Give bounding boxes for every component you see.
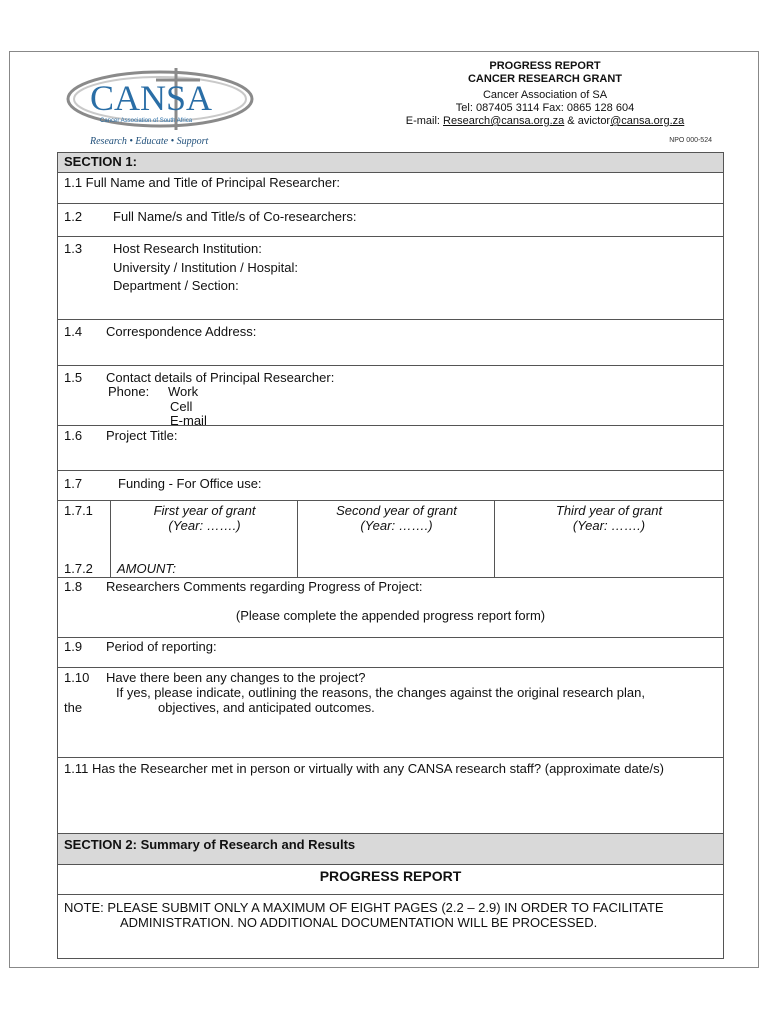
email-link-research[interactable]: Research@cansa.org.za (443, 115, 565, 127)
grant-year-table (110, 501, 723, 577)
label-phone: Phone: (108, 384, 150, 399)
progress-report-row (58, 865, 723, 895)
email-prefix: E-mail: (405, 115, 444, 127)
section-1-header (58, 152, 723, 173)
row-1-4[interactable] (58, 320, 723, 366)
header-tel: Tel: 087405 3114 Fax: 0865 128 604 (455, 102, 635, 114)
num-1-7-2: 1.7.2 (64, 561, 93, 576)
label-1-2: Full Name/s and Title/s of Co-researchers: (113, 209, 357, 224)
note-row (58, 895, 723, 959)
label-1-1: 1.1 Full Name and Title of Principal Researcher: (64, 175, 341, 190)
num-1-3: 1.3 (64, 241, 83, 256)
note-1-8: (Please complete the appended progress report form) (235, 608, 546, 623)
npo-number: NPO 000-524 (669, 137, 712, 144)
row-1-3[interactable] (58, 237, 723, 320)
report-form (57, 152, 724, 959)
grant-col-1[interactable] (110, 501, 298, 577)
num-1-7: 1.7 (64, 476, 83, 491)
logo-subtext: Cancer Association of South Africa (100, 118, 193, 124)
note-text-2: ADMINISTRATION. NO ADDITIONAL DOCUMENTATION WILL BE PROCESSED. (120, 915, 598, 930)
row-1-1[interactable] (58, 173, 723, 204)
label-1-10: Have there been any changes to the project? (106, 670, 366, 685)
num-1-8: 1.8 (64, 579, 83, 594)
label-1-10-c2: objectives, and anticipated outcomes. (158, 700, 375, 715)
label-cell: Cell (170, 399, 193, 414)
label-1-10-c1: the (64, 700, 83, 715)
progress-report-title: PROGRESS REPORT (319, 868, 462, 884)
grant-col-3-year: (Year: …….) (572, 518, 646, 533)
row-1-7 (58, 471, 723, 501)
header-email (380, 115, 710, 128)
row-1-8[interactable] (58, 578, 723, 638)
row-1-5[interactable] (58, 366, 723, 426)
amount-label: AMOUNT: (117, 561, 176, 576)
grant-col-1-label: First year of grant (153, 503, 256, 518)
email-link-avictor[interactable]: @cansa.org.za (610, 115, 685, 127)
label-1-8: Researchers Comments regarding Progress of Project: (106, 579, 423, 594)
num-1-2: 1.2 (64, 209, 83, 224)
header-org: Cancer Association of SA (482, 89, 608, 101)
num-1-10: 1.10 (64, 670, 90, 685)
num-1-5: 1.5 (64, 370, 83, 385)
row-1-10[interactable] (58, 668, 723, 758)
report-header (380, 60, 710, 128)
row-1-2[interactable] (58, 204, 723, 237)
label-1-10-b: If yes, please indicate, outlining the reasons, the changes against the original research plan, (116, 685, 646, 700)
num-1-7-1: 1.7.1 (64, 503, 93, 518)
note-text: NOTE: PLEASE SUBMIT ONLY A MAXIMUM OF EIGHT PAGES (2.2 – 2.9) IN ORDER TO FACILITATE (64, 900, 664, 915)
header-title-2: CANCER RESEARCH GRANT (467, 73, 622, 85)
label-1-5: Contact details of Principal Researcher: (106, 370, 335, 385)
grant-col-1-year: (Year: …….) (168, 518, 241, 533)
logo-tagline: Research • Educate • Support (90, 136, 209, 147)
label-work: Work (168, 384, 199, 399)
email-separator: & avictor (564, 115, 611, 127)
label-email: E-mail (170, 413, 207, 428)
label-1-3-b: University / Institution / Hospital: (113, 260, 298, 275)
grant-col-3[interactable] (494, 501, 723, 577)
grant-col-3-label: Third year of grant (555, 503, 663, 518)
grant-col-2-year: (Year: …….) (360, 518, 433, 533)
label-1-6: Project Title: (106, 428, 178, 443)
logo-wordmark: CANSA (90, 78, 213, 118)
row-1-7-grant-table (58, 501, 723, 578)
grant-col-2-label: Second year of grant (336, 503, 457, 518)
label-1-4: Correspondence Address: (106, 324, 257, 339)
label-1-9: Period of reporting: (106, 639, 217, 654)
section-2-title: SECTION 2: Summary of Research and Results (64, 837, 356, 852)
num-1-6: 1.6 (64, 428, 83, 443)
num-1-9: 1.9 (64, 639, 83, 654)
label-1-3-c: Department / Section: (113, 278, 239, 293)
row-1-6[interactable] (58, 426, 723, 471)
label-1-3-a: Host Research Institution: (113, 241, 262, 256)
row-1-11[interactable] (58, 758, 723, 834)
section-1-title: SECTION 1: (64, 154, 137, 169)
header-title-1: PROGRESS REPORT (489, 60, 601, 72)
num-1-4: 1.4 (64, 324, 83, 339)
label-1-7: Funding - For Office use: (118, 476, 262, 491)
section-2-header (58, 834, 723, 865)
row-1-9[interactable] (58, 638, 723, 668)
grant-col-2[interactable] (297, 501, 495, 577)
label-1-11: 1.11 Has the Researcher met in person or virtually with any CANSA research staff? (approximate date/s) (64, 761, 664, 776)
